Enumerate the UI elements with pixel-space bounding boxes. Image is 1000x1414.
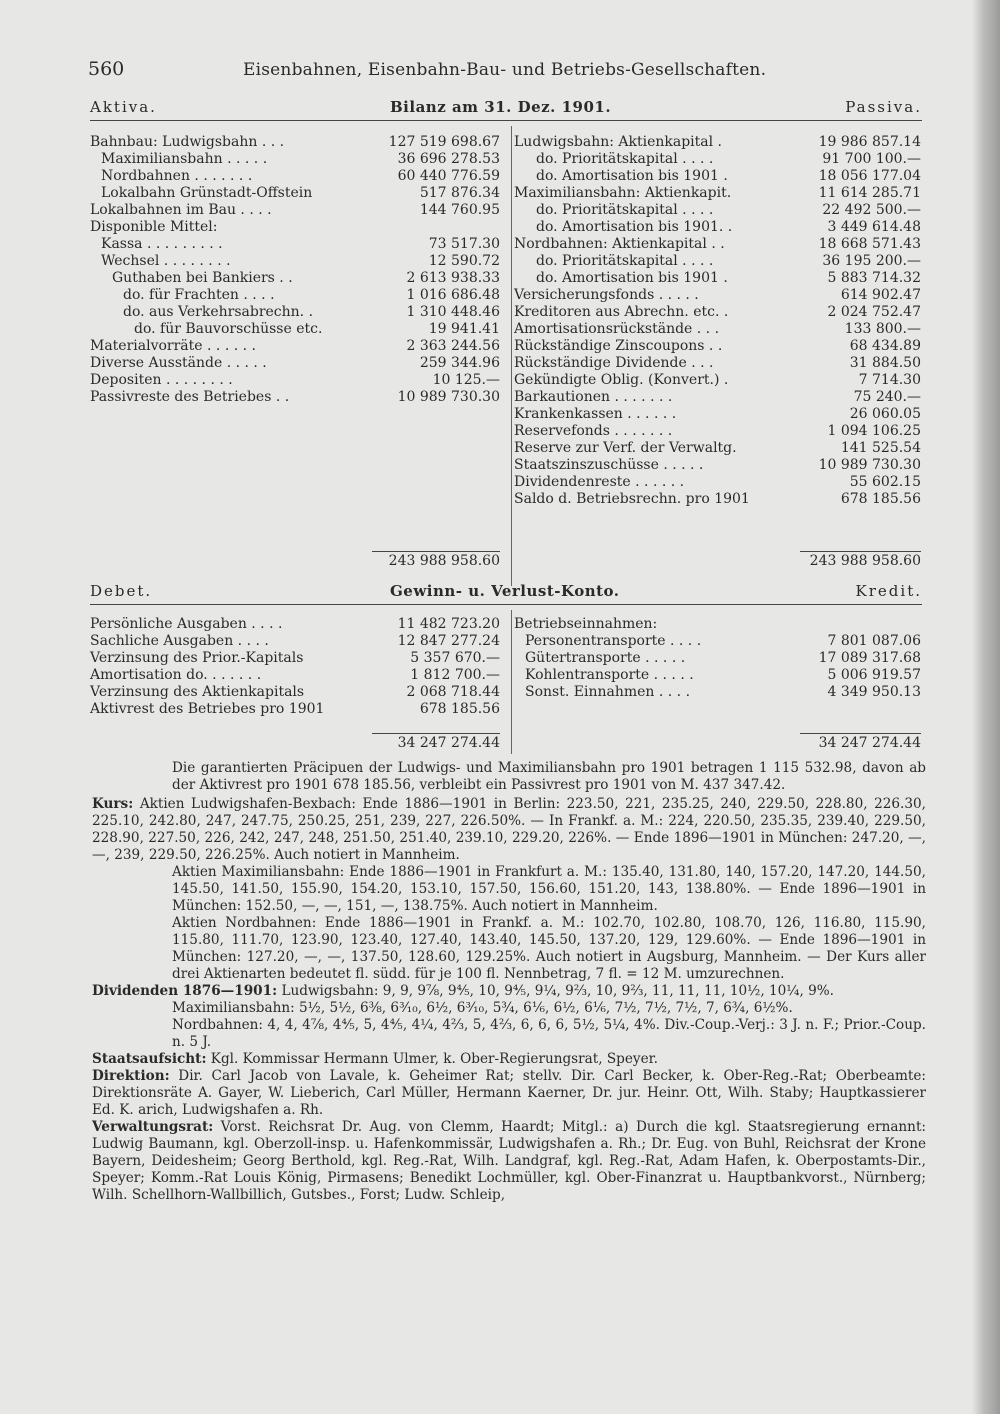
passiva-row: [514, 423, 921, 440]
staatsaufsicht-text: Kgl. Kommissar Hermann Ulmer, k. Ober-Regierungsrat, Speyer.: [210, 1051, 658, 1067]
row-value: 18 056 177.04: [818, 168, 921, 184]
aktiva-row: [90, 185, 500, 202]
notes-block: [92, 760, 926, 1204]
kredit-row: [514, 684, 921, 701]
row-label: Nordbahnen . . . . . . .: [101, 168, 253, 184]
row-label: Passivreste des Betriebes . .: [90, 389, 290, 405]
verwaltungsrat-paragraph: [92, 1119, 926, 1204]
bilanz-top-rule: [90, 120, 922, 121]
passiva-row: [514, 355, 921, 372]
kredit-row: [514, 667, 921, 684]
row-label: Verzinsung des Aktienkapitals: [90, 684, 305, 700]
kurs-maximiliansbahn: Aktien Maximiliansbahn: Ende 1886—1901 in Frankfurt a. M.: 135.40, 131.80, 140, 157.20, 147.20, 144.50, 145.50, 141.50, 155.90, 154.20, 153.10, 157.50, 156.60, 151.20, 143, 138.80%. — Ende 1896—1901 in München: 152.50, —, —, 151, —, 138.75%. Auch notiert in Mannheim.: [172, 864, 926, 914]
row-label: do. Amortisation bis 1901 .: [536, 270, 728, 286]
passiva-row: [514, 270, 921, 287]
row-label: Maximiliansbahn . . . . .: [101, 151, 268, 167]
aktiva-list: [90, 134, 500, 406]
row-value: 5 357 670.—: [410, 650, 500, 666]
row-label: do. Amortisation bis 1901 .: [536, 168, 728, 184]
debet-total: 34 247 274.44: [397, 735, 500, 751]
row-value: 5 006 919.57: [827, 667, 921, 683]
row-value: 144 760.95: [419, 202, 500, 218]
kurs-ludwigshafen: Aktien Ludwigshafen-Bexbach: Ende 1886—1901 in Berlin: 223.50, 221, 235.25, 240, 229.50, 228.80, 226.30, 225.10, 242.80, 247, 247.75, 250.25, 251, 239, 227, 226.50%. — In Frankf. a. M.: 224, 220.50, 235.35, 239.40, 229.50, 228.90, 227.50, 226, 242, 247, 248, 251.50, 251.40, 239.10, 229.20, 226%. — Ende 1896—1901 in München: 247.20, —, —, 239, 229.50, 226.25%. Auch notiert in Mannheim.: [92, 796, 926, 863]
row-value: 10 989 730.30: [818, 457, 921, 473]
row-value: 7 801 087.06: [827, 633, 921, 649]
debet-row: [90, 650, 500, 667]
verwaltungsrat-label: Verwaltungsrat:: [92, 1119, 214, 1135]
aktiva-row: [90, 287, 500, 304]
direktion-label: Direktion:: [92, 1068, 170, 1084]
dividenden-paragraph: [92, 983, 926, 1000]
aktiva-row: [90, 355, 500, 372]
aktiva-row: [90, 202, 500, 219]
row-value: 22 492 500.—: [822, 202, 921, 218]
row-label: do. für Bauvorschüsse etc.: [134, 321, 323, 337]
guv-top-rule: [90, 604, 922, 605]
row-label: Rückständige Dividende . . .: [514, 355, 714, 371]
aktiva-row: [90, 134, 500, 151]
row-label: Maximiliansbahn: Aktienkapit.: [514, 185, 732, 201]
debet-row: [90, 616, 500, 633]
row-label: Diverse Ausstände . . . . .: [90, 355, 267, 371]
row-value: 127 519 698.67: [388, 134, 500, 150]
row-value: 4 349 950.13: [827, 684, 921, 700]
row-label: Persönliche Ausgaben . . . .: [90, 616, 283, 632]
kurs-nordbahnen: Aktien Nordbahnen: Ende 1886—1901 in Frankf. a. M.: 102.70, 102.80, 108.70, 126, 116.80, 115.90, 115.80, 111.70, 123.90, 123.40, 127.40, 143.40, 145.50, 137.20, 129, 129.60%. — Ende 1896—1901 in München: 127.20, —, —, 137.50, 128.60, 129.25%. Auch notiert in Augsburg, Mannheim. — Der Kurs aller drei Aktienarten bedeutet fl. südd. für je 100 fl. Nennbetrag, 7 fl. = 12 M. umzurechnen.: [172, 915, 926, 982]
row-value: 17 089 317.68: [818, 650, 921, 666]
passiva-row: [514, 219, 921, 236]
row-label: Materialvorräte . . . . . .: [90, 338, 256, 354]
passiva-row: [514, 389, 921, 406]
passiva-sum-rule: [800, 551, 921, 552]
row-value: 2 363 244.56: [406, 338, 500, 354]
row-value: 36 195 200.—: [822, 253, 921, 269]
row-label: Lokalbahn Grünstadt-Offstein: [101, 185, 313, 201]
row-label: Versicherungsfonds . . . . .: [514, 287, 699, 303]
row-label: Dividendenreste . . . . . .: [514, 474, 685, 490]
row-value: 3 449 614.48: [827, 219, 921, 235]
aktiva-row: [90, 151, 500, 168]
row-label: do. Amortisation bis 1901. .: [536, 219, 733, 235]
debet-list: [90, 616, 500, 718]
passiva-label: Passiva.: [845, 98, 922, 116]
aktiva-row: [90, 219, 500, 236]
kredit-list: [514, 616, 921, 701]
row-value: 75 240.—: [853, 389, 921, 405]
page-number: 560: [88, 58, 125, 80]
row-value: 26 060.05: [849, 406, 921, 422]
verwaltungsrat-text: Vorst. Reichsrat Dr. Aug. von Clemm, Haardt; Mitgl.: a) Durch die kgl. Staatsregierung ernannt: Ludwig Baumann, kgl. Oberzoll-insp. u. Hafenkommissär, Ludwigshafen a. Rh.; Dr. Eug. von Buhl, Reichsrat der Krone Bayern, Deidesheim; Georg Berthold, kgl. Reg.-Rat, Wilh. Landgraf, kgl. Reg.-Rat, Adam Hafen, k. Oberpostamts-Dir., Speyer; Komm.-Rat Louis König, Pirmasens; Benedikt Lochmüller, kgl. Ober-Finanzrat u. Hauptbankvorst., Nürnberg; Wilh. Schellhorn-Wallbillich, Gutsbes., Forst; Ludw. Schleip,: [92, 1119, 926, 1203]
aktiva-row: [90, 168, 500, 185]
kredit-sum-rule: [800, 733, 921, 734]
aktiva-row: [90, 253, 500, 270]
passiva-row: [514, 202, 921, 219]
passiva-row: [514, 406, 921, 423]
row-value: 12 590.72: [428, 253, 500, 269]
row-label: Depositen . . . . . . . .: [90, 372, 233, 388]
aktiva-row: [90, 338, 500, 355]
row-label: Rückständige Zinscoupons . .: [514, 338, 723, 354]
row-value: 1 310 448.46: [406, 304, 500, 320]
kurs-label: Kurs:: [92, 796, 134, 812]
direktion-paragraph: [92, 1068, 926, 1119]
row-value: 18 668 571.43: [818, 236, 921, 252]
row-label: Kreditoren aus Abrechn. etc. .: [514, 304, 729, 320]
debet-row: [90, 684, 500, 701]
dividenden-label: Dividenden 1876—1901:: [92, 983, 278, 999]
row-value: 5 883 714.32: [827, 270, 921, 286]
row-value: 55 602.15: [849, 474, 921, 490]
bilanz-heading: [90, 98, 922, 120]
passiva-row: [514, 338, 921, 355]
passiva-row: [514, 185, 921, 202]
guv-title: Gewinn- u. Verlust-Konto.: [390, 582, 620, 600]
kredit-total: 34 247 274.44: [818, 735, 921, 751]
row-value: 11 614 285.71: [818, 185, 921, 201]
aktiva-total: 243 988 958.60: [388, 553, 500, 569]
guv-heading: [90, 582, 922, 604]
aktiva-row: [90, 372, 500, 389]
dividenden-ludwigsbahn: Ludwigsbahn: 9, 9, 9⅞, 9⅘, 10, 9⅘, 9¼, 9⅔, 10, 9⅔, 11, 11, 11, 10½, 10¼, 9%.: [281, 983, 834, 999]
row-value: 91 700 100.—: [822, 151, 921, 167]
row-value: 7 714.30: [858, 372, 921, 388]
debet-row: [90, 667, 500, 684]
passiva-row: [514, 304, 921, 321]
row-label: Guthaben bei Bankiers . .: [112, 270, 293, 286]
passiva-list: [514, 134, 921, 508]
aktiva-row: [90, 321, 500, 338]
passiva-row: [514, 134, 921, 151]
passiva-row: [514, 168, 921, 185]
praecipuen-note: Die garantierten Präcipuen der Ludwigs- und Maximiliansbahn pro 1901 betragen 1 115 532.98, davon ab der Aktivrest pro 1901 678 185.56, verbleibt ein Passivrest pro 1901 von M. 437 347.42.: [172, 760, 926, 793]
aktiva-row: [90, 270, 500, 287]
row-value: 1 094 106.25: [827, 423, 921, 439]
kurs-paragraph: [92, 796, 926, 864]
row-value: 2 024 752.47: [827, 304, 921, 320]
row-value: 678 185.56: [419, 701, 500, 717]
row-value: 2 613 938.33: [406, 270, 500, 286]
passiva-row: [514, 440, 921, 457]
row-label: Amortisationsrückstände . . .: [514, 321, 720, 337]
aktiva-label: Aktiva.: [90, 98, 157, 116]
row-label: Staatszinszuschüsse . . . . .: [514, 457, 704, 473]
row-value: 2 068 718.44: [406, 684, 500, 700]
row-value: 10 989 730.30: [397, 389, 500, 405]
row-label: Disponible Mittel:: [90, 219, 218, 235]
row-label: Krankenkassen . . . . . .: [514, 406, 677, 422]
debet-row: [90, 633, 500, 650]
debet-sum-rule: [372, 733, 500, 734]
row-label: do. aus Verkehrsabrechn. .: [123, 304, 314, 320]
dividenden-nordbahnen: Nordbahnen: 4, 4, 4⅞, 4⅘, 5, 4⅘, 4¼, 4⅔, 5, 4⅔, 6, 6, 6, 5½, 5¼, 4%. Div.-Coup.-Verj.: 3 J. n. F.; Prior.-Coup. n. 5 J.: [172, 1017, 926, 1050]
row-label: Kassa . . . . . . . . .: [101, 236, 223, 252]
row-label: Aktivrest des Betriebes pro 1901: [90, 701, 325, 717]
passiva-row: [514, 491, 921, 508]
row-value: 19 941.41: [428, 321, 500, 337]
passiva-row: [514, 287, 921, 304]
passiva-row: [514, 474, 921, 491]
row-label: Barkautionen . . . . . . .: [514, 389, 673, 405]
kredit-row: [514, 633, 921, 650]
aktiva-sum-rule: [372, 551, 500, 552]
row-label: Verzinsung des Prior.-Kapitals: [90, 650, 304, 666]
row-label: Bahnbau: Ludwigsbahn . . .: [90, 134, 285, 150]
passiva-row: [514, 372, 921, 389]
row-label: Amortisation do. . . . . . .: [90, 667, 262, 683]
row-label: Sonst. Einnahmen . . . .: [525, 684, 691, 700]
row-label: Reservefonds . . . . . . .: [514, 423, 673, 439]
row-label: Personentransporte . . . .: [525, 633, 702, 649]
row-value: 1 812 700.—: [410, 667, 500, 683]
row-label: do. für Frachten . . . .: [123, 287, 275, 303]
row-value: 517 876.34: [419, 185, 500, 201]
dividenden-maximiliansbahn: Maximiliansbahn: 5½, 5½, 6⅜, 6³⁄₁₀, 6½, 6³⁄₁₀, 5¾, 6⅙, 6½, 6⅙, 7½, 7½, 7½, 7, 6¾, 6½%.: [172, 1000, 793, 1016]
direktion-text: Dir. Carl Jacob von Lavale, k. Geheimer Rat; stellv. Dir. Carl Becker, k. Ober-Reg.-Rat; Oberbeamte: Direktionsräte A. Gayer, W. Lieberich, Carl Müller, Hermann Kaerner, Dr. jur. Heinr. Ott, Wilh. Staby; Hauptkassierer Ed. K. arich, Ludwigshafen a. Rh.: [92, 1068, 926, 1118]
row-value: 614 902.47: [840, 287, 921, 303]
passiva-row: [514, 321, 921, 338]
row-label: Saldo d. Betriebsrechn. pro 1901: [514, 491, 750, 507]
bilanz-divider: [511, 126, 512, 586]
row-value: 11 482 723.20: [397, 616, 500, 632]
row-value: 36 696 278.53: [397, 151, 500, 167]
row-label: Nordbahnen: Aktienkapital . .: [514, 236, 725, 252]
row-value: 73 517.30: [428, 236, 500, 252]
row-label: Ludwigsbahn: Aktienkapital .: [514, 134, 723, 150]
row-value: 141 525.54: [840, 440, 921, 456]
aktiva-row: [90, 389, 500, 406]
row-label: do. Prioritätskapital . . . .: [536, 253, 714, 269]
row-value: 12 847 277.24: [397, 633, 500, 649]
bilanz-title: Bilanz am 31. Dez. 1901.: [390, 98, 612, 116]
passiva-row: [514, 151, 921, 168]
passiva-row: [514, 457, 921, 474]
row-value: 259 344.96: [419, 355, 500, 371]
row-value: 1 016 686.48: [406, 287, 500, 303]
kredit-row: [514, 650, 921, 667]
row-label: Lokalbahnen im Bau . . . .: [90, 202, 272, 218]
row-label: Kohlentransporte . . . . .: [525, 667, 694, 683]
kredit-label: Kredit.: [855, 582, 922, 600]
row-label: do. Prioritätskapital . . . .: [536, 151, 714, 167]
passiva-row: [514, 253, 921, 270]
page-edge: [972, 0, 1000, 1414]
aktiva-row: [90, 236, 500, 253]
debet-row: [90, 701, 500, 718]
running-title: Eisenbahnen, Eisenbahn-Bau- und Betriebs-Gesellschaften.: [243, 60, 767, 80]
row-label: Sachliche Ausgaben . . . .: [90, 633, 269, 649]
row-label: Reserve zur Verf. der Verwaltg.: [514, 440, 737, 456]
row-value: 19 986 857.14: [818, 134, 921, 150]
debet-label: Debet.: [90, 582, 153, 600]
page-header: [88, 58, 928, 84]
row-value: 10 125.—: [432, 372, 500, 388]
row-label: do. Prioritätskapital . . . .: [536, 202, 714, 218]
passiva-row: [514, 236, 921, 253]
row-value: 133 800.—: [844, 321, 921, 337]
row-value: 60 440 776.59: [397, 168, 500, 184]
row-label: Gütertransporte . . . . .: [525, 650, 686, 666]
row-value: 68 434.89: [849, 338, 921, 354]
aktiva-row: [90, 304, 500, 321]
row-label: Betriebseinnahmen:: [514, 616, 658, 632]
row-label: Gekündigte Oblig. (Konvert.) .: [514, 372, 729, 388]
row-label: Wechsel . . . . . . . .: [101, 253, 231, 269]
kredit-row: [514, 616, 921, 633]
row-value: 31 884.50: [849, 355, 921, 371]
row-value: 678 185.56: [840, 491, 921, 507]
passiva-total: 243 988 958.60: [809, 553, 921, 569]
staatsaufsicht-paragraph: [92, 1051, 926, 1068]
guv-divider: [511, 610, 512, 754]
staatsaufsicht-label: Staatsaufsicht:: [92, 1051, 207, 1067]
